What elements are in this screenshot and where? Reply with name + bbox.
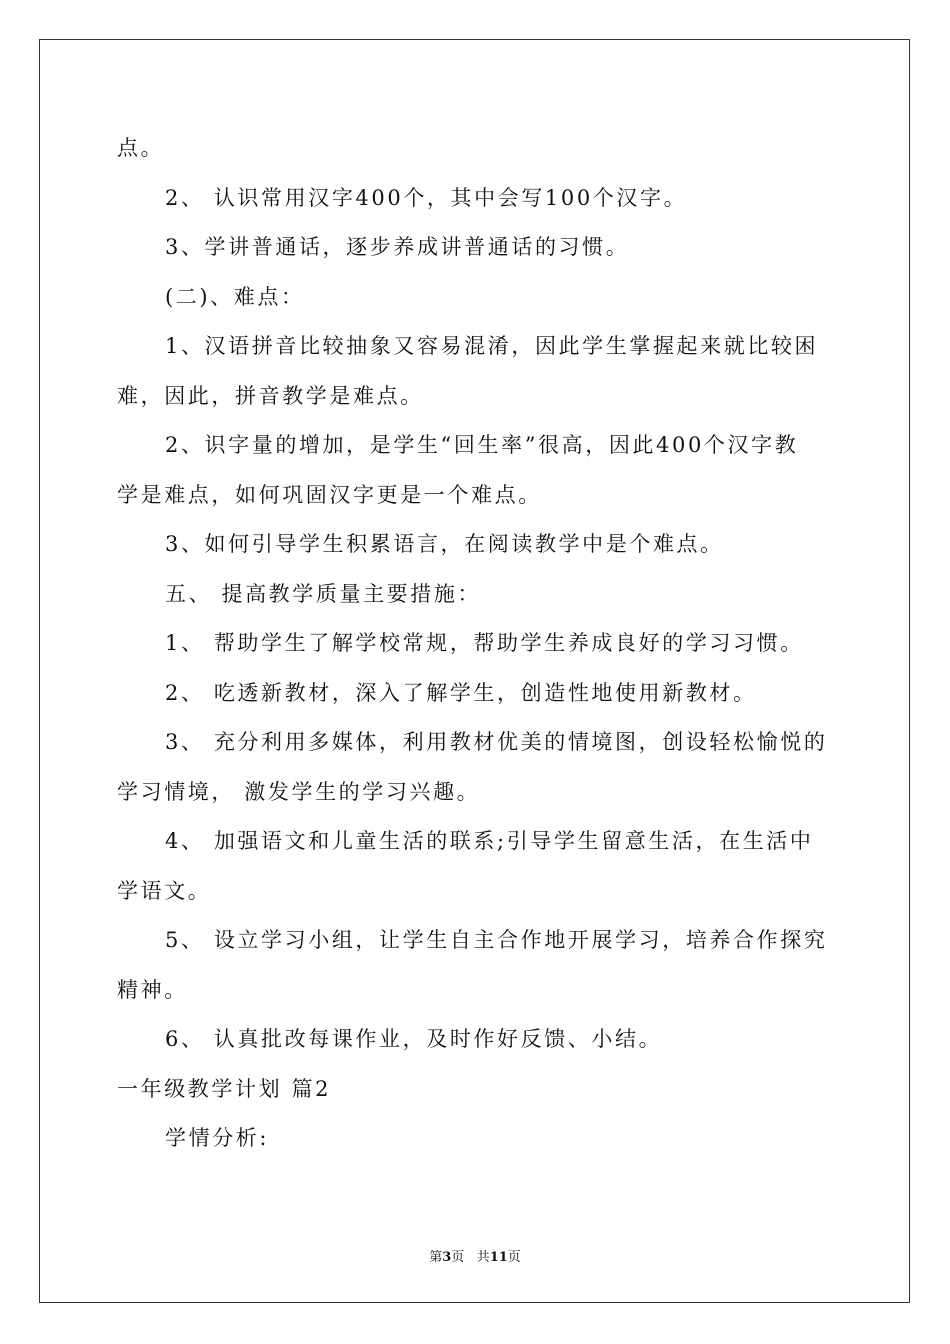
section-heading: 学情分析:	[165, 1126, 270, 1150]
total-prefix: 共	[476, 1250, 490, 1265]
total-pages: 11	[489, 1250, 508, 1265]
text-line: 学习情境， 激发学生的学习兴趣。	[117, 779, 481, 804]
text-line: 2、识字量的增加，是学生“回生率”很高，因此400个汉字教	[165, 433, 799, 457]
text-line: 点。	[117, 136, 165, 160]
total-suffix: 页	[507, 1250, 521, 1265]
text-line: 学语文。	[117, 878, 212, 903]
page-suffix: 页	[451, 1250, 465, 1265]
text-line: 2、 吃透新教材，深入了解学生，创造性地使用新教材。	[165, 680, 757, 705]
text-line: 4、 加强语文和儿童生活的联系;引导学生留意生活，在生活中	[165, 829, 814, 853]
text-line: 3、 充分利用多媒体，利用教材优美的情境图，创设轻松愉悦的	[165, 730, 828, 754]
text-line: 3、学讲普通话，逐步养成讲普通话的习惯。	[165, 235, 630, 259]
text-line: 5、 设立学习小组，让学生自主合作地开展学习，培养合作探究	[165, 928, 828, 952]
section-heading: (二)、难点：	[165, 284, 305, 309]
text-line: 学是难点，如何巩固汉字更是一个难点。	[117, 482, 542, 507]
page-footer	[0, 1246, 950, 1265]
text-line: 难，因此，拼音教学是难点。	[117, 383, 424, 408]
text-line: 1、汉语拼音比较抽象又容易混淆，因此学生掌握起来就比较困	[165, 334, 819, 358]
page-prefix: 第	[429, 1250, 443, 1265]
text-line: 6、 认真批改每课作业，及时作好反馈、小结。	[165, 1027, 663, 1051]
document-body	[117, 124, 835, 1164]
section-heading: 五、 提高教学质量主要措施：	[165, 581, 482, 606]
document-section-title: 一年级教学计划 篇2	[117, 1076, 332, 1101]
text-line: 精神。	[117, 977, 188, 1002]
text-line: 2、 认识常用汉字400个，其中会写100个汉字。	[165, 185, 688, 210]
page-number: 3	[442, 1250, 452, 1265]
text-line: 1、 帮助学生了解学校常规，帮助学生养成良好的学习习惯。	[165, 631, 804, 655]
text-line: 3、如何引导学生积累语言，在阅读教学中是个难点。	[165, 532, 724, 556]
